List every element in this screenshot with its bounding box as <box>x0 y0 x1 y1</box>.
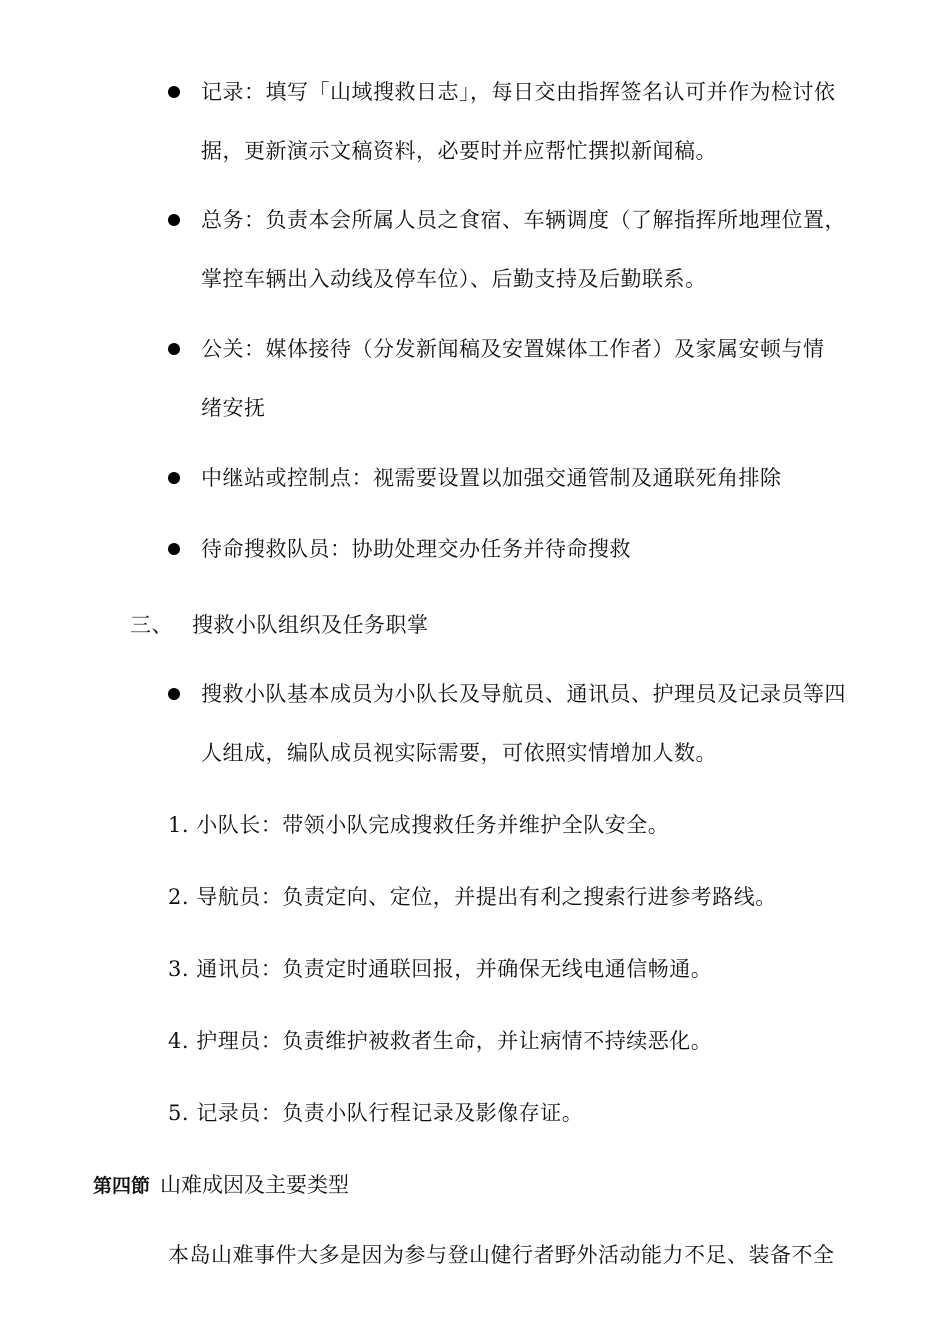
bullet-line: 公关：媒体接待（分发新闻稿及安置媒体工作者）及家属安顿与情 <box>201 337 825 361</box>
numbered-item: 2. 导航员：负责定向、定位，并提出有利之搜索行进参考路线。 <box>168 885 777 909</box>
bullet-dot <box>168 543 180 555</box>
chapter-label: 第四節 <box>93 1175 151 1197</box>
bullet-line: 总务：负责本会所属人员之食宿、车辆调度（了解指挥所地理位置， <box>201 208 846 232</box>
bullet-dot <box>168 214 180 226</box>
bullet-line-continuation: 据，更新演示文稿资料，必要时并应帮忙撰拟新闻稿。 <box>201 139 717 163</box>
bullet-line-continuation: 绪安抚 <box>201 396 266 420</box>
bullet-dot <box>168 343 180 355</box>
numbered-item: 1. 小队长：带领小队完成搜救任务并维护全队安全。 <box>168 813 670 837</box>
bullet-line: 搜救小队基本成员为小队长及导航员、通讯员、护理员及记录员等四 <box>201 682 846 706</box>
bullet-dot <box>168 688 180 700</box>
numbered-item: 5. 记录员：负责小队行程记录及影像存证。 <box>168 1101 584 1125</box>
chapter-title: 山难成因及主要类型 <box>160 1173 350 1197</box>
bullet-line-continuation: 人组成，编队成员视实际需要，可依照实情增加人数。 <box>201 741 717 765</box>
chapter-heading <box>93 1170 349 1201</box>
bullet-dot <box>168 86 180 98</box>
section-heading: 搜救小队组织及任务职掌 <box>192 613 429 637</box>
bullet-line-continuation: 掌控车辆出入动线及停车位）、后勤支持及后勤联系。 <box>201 267 707 291</box>
paragraph-line: 本岛山难事件大多是因为参与登山健行者野外活动能力不足、装备不全 <box>168 1243 835 1267</box>
bullet-dot <box>168 472 180 484</box>
bullet-line: 记录：填写「山域搜救日志」，每日交由指挥签名认可并作为检讨依 <box>201 80 836 104</box>
section-number: 三、 <box>130 613 173 637</box>
numbered-item: 4. 护理员：负责维护被救者生命，并让病情不持续恶化。 <box>168 1029 713 1053</box>
numbered-item: 3. 通讯员：负责定时通联回报，并确保无线电通信畅通。 <box>168 957 713 981</box>
bullet-line: 待命搜救队员：协助处理交办任务并待命搜救 <box>201 537 631 561</box>
bullet-line: 中继站或控制点：视需要设置以加强交通管制及通联死角排除 <box>201 466 782 490</box>
